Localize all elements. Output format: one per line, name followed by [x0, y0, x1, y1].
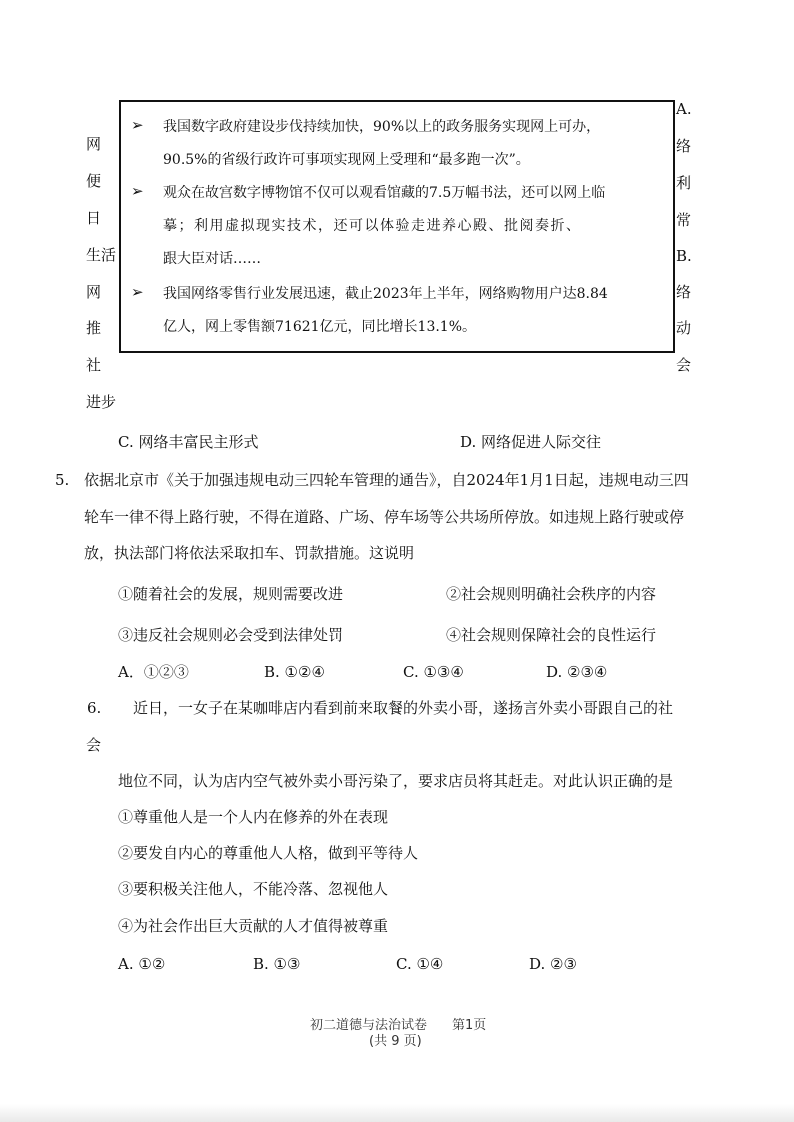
- q5-stem-line: 依据北京市《关于加强违规电动三四轮车管理的通告》，自2024年1月1日起，违规电动三四: [84, 471, 689, 489]
- q6-option-b: B. ①③: [253, 955, 301, 973]
- box-line: 摹；利用虚拟现实技术，还可以体验走进养心殿、批阅奏折、: [163, 218, 582, 234]
- page-bottom-edge: [0, 1104, 794, 1122]
- q4-left-char: 网: [86, 135, 102, 153]
- q5-statement-1: ①随着社会的发展，规则需要改进: [118, 585, 344, 603]
- box-line: 我国数字政府建设步伐持续加快，90%以上的政务服务实现网上可办，: [163, 119, 601, 135]
- q6-option-d: D. ②③: [529, 955, 577, 973]
- footer-page: 第1页: [452, 1018, 487, 1033]
- bullet-arrow-icon: ➢: [131, 182, 144, 200]
- q5-option-b: B. ①②④: [264, 663, 325, 681]
- q5-statement-2: ②社会规则明确社会秩序的内容: [446, 585, 657, 603]
- footer-total-pages: (共 9 页): [369, 1034, 422, 1049]
- q4-right-char: 会: [676, 356, 692, 374]
- q4-left-char: 网: [86, 283, 102, 301]
- q6-stem-line: 近日，一女子在某咖啡店内看到前来取餐的外卖小哥，遂扬言外卖小哥跟自己的社: [133, 699, 674, 717]
- bullet-arrow-icon: ➢: [131, 283, 144, 301]
- q6-stem-line: 会: [86, 736, 102, 754]
- box-line: 亿人，网上零售额71621亿元，同比增长13.1%。: [163, 319, 477, 335]
- q4-option-c: C. 网络丰富民主形式: [118, 433, 259, 451]
- box-line: 我国网络零售行业发展迅速，截止2023年上半年，网络购物用户达8.84: [163, 286, 608, 302]
- q6-number: 6.: [87, 699, 102, 717]
- q6-statement-3: ③要积极关注他人，不能冷落、忽视他人: [118, 880, 389, 898]
- q5-statement-4: ④社会规则保障社会的良性运行: [446, 626, 657, 644]
- q4-right-char: 常: [676, 211, 692, 229]
- q5-option-a: A．①②③: [118, 663, 189, 681]
- q4-right-char: A.: [676, 100, 692, 118]
- box-line: 90.5%的省级行政许可事项实现网上受理和“最多跑一次”。: [163, 152, 530, 168]
- q4-left-char: 生活: [86, 246, 117, 264]
- q4-option-d: D. 网络促进人际交往: [460, 433, 602, 451]
- q4-left-char: 进步: [86, 393, 117, 411]
- q4-left-char: 推: [86, 319, 102, 337]
- q4-left-char: 日: [86, 209, 102, 227]
- q5-option-c: C. ①③④: [403, 663, 464, 681]
- q4-left-char: 便: [86, 172, 102, 190]
- q4-right-char: 络: [676, 283, 692, 301]
- q6-statement-1: ①尊重他人是一个人内在修养的外在表现: [118, 808, 389, 826]
- q4-left-char: 社: [86, 356, 102, 374]
- q4-right-char: 动: [676, 319, 692, 337]
- q6-option-c: C. ①④: [396, 955, 444, 973]
- q5-stem-line: 轮车一律不得上路行驶，不得在道路、广场、停车场等公共场所停放。如违规上路行驶或停: [84, 508, 685, 526]
- q5-stem-line: 放，执法部门将依法采取扣车、罚款措施。这说明: [84, 544, 415, 562]
- bullet-arrow-icon: ➢: [131, 116, 144, 134]
- q4-right-char: 络: [676, 137, 692, 155]
- q4-right-char: 利: [676, 174, 692, 192]
- q4-right-char: B.: [676, 247, 692, 265]
- q6-statement-4: ④为社会作出巨大贡献的人才值得被尊重: [118, 917, 389, 935]
- material-box: [119, 100, 675, 353]
- q6-statement-2: ②要发自内心的尊重他人人格，做到平等待人: [118, 844, 419, 862]
- footer-title: 初二道德与法治试卷: [310, 1018, 428, 1033]
- box-line: 跟大臣对话……: [163, 251, 261, 267]
- q5-option-d: D. ②③④: [546, 663, 608, 681]
- q5-statement-3: ③违反社会规则必会受到法律处罚: [118, 626, 344, 644]
- box-line: 观众在故宫数字博物馆不仅可以观看馆藏的7.5万幅书法，还可以网上临: [163, 185, 606, 201]
- q6-stem-line: 地位不同，认为店内空气被外卖小哥污染了，要求店员将其赶走。对此认识正确的是: [118, 772, 674, 790]
- q6-option-a: A. ①②: [118, 955, 166, 973]
- q5-number: 5.: [55, 471, 70, 489]
